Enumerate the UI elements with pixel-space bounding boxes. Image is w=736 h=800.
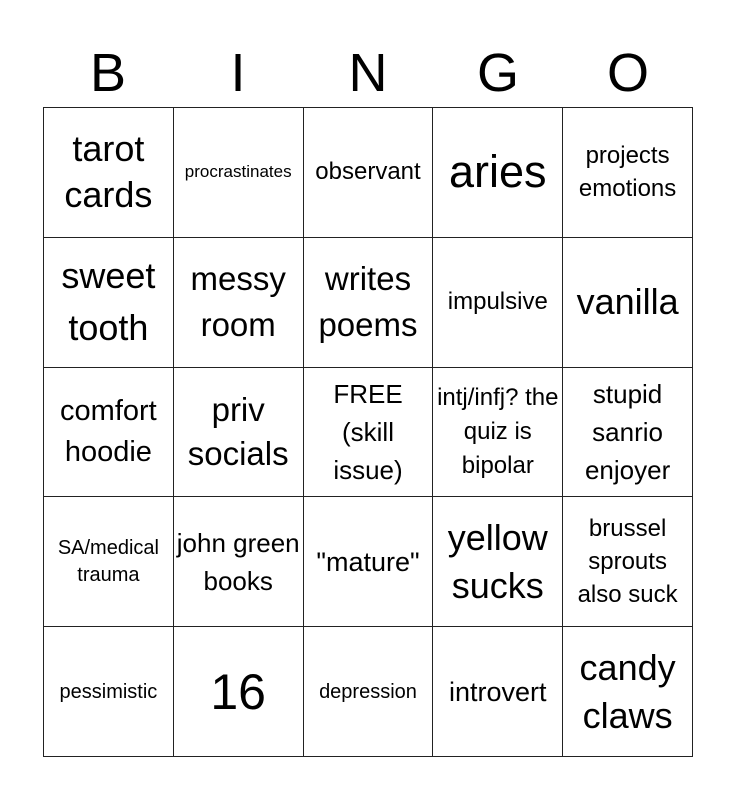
cell-text: introvert — [449, 676, 547, 707]
bingo-cell[interactable] — [44, 238, 174, 368]
cell-text: "mature" — [316, 546, 420, 577]
bingo-cell[interactable] — [174, 497, 304, 627]
cell-text: comfort hoodie — [60, 394, 157, 468]
bingo-cell[interactable] — [563, 368, 693, 498]
cell-text: SA/medical trauma — [57, 536, 159, 586]
cell-text: observant — [315, 158, 421, 186]
cell-text: impulsive — [447, 288, 548, 316]
cell-text: brussel sprouts also suck — [577, 515, 678, 609]
bingo-cell[interactable] — [433, 627, 563, 757]
bingo-cell[interactable] — [304, 238, 434, 368]
bingo-cell[interactable] — [174, 627, 304, 757]
header-letter-b: B — [89, 43, 127, 103]
bingo-cell[interactable] — [174, 368, 304, 498]
cell-text: stupid sanrio enjoyer — [584, 378, 671, 485]
cell-text: messy room — [190, 260, 286, 344]
bingo-cell[interactable] — [44, 368, 174, 498]
free-space-text: FREE (skill issue) — [333, 378, 403, 485]
bingo-cell[interactable] — [304, 108, 434, 238]
cell-text: sweet tooth — [61, 255, 156, 349]
bingo-cell[interactable] — [563, 108, 693, 238]
cell-text: projects emotions — [578, 142, 677, 203]
bingo-cell[interactable] — [433, 238, 563, 368]
cell-text: pessimistic — [59, 680, 158, 703]
cell-text: tarot cards — [64, 128, 153, 216]
header-letter-i: I — [230, 43, 246, 103]
cell-text: 16 — [210, 663, 266, 720]
bingo-cell[interactable] — [433, 497, 563, 627]
bingo-cell[interactable] — [304, 368, 434, 498]
cell-text: depression — [319, 680, 417, 703]
bingo-cell[interactable] — [174, 108, 304, 238]
bingo-cell[interactable] — [433, 108, 563, 238]
bingo-cell[interactable] — [563, 238, 693, 368]
cell-text: intj/infj? the quiz is bipolar — [437, 383, 559, 479]
bingo-cell[interactable] — [44, 627, 174, 757]
bingo-cell[interactable] — [563, 627, 693, 757]
cell-text: procrastinates — [184, 162, 292, 182]
bingo-header — [43, 40, 693, 106]
cell-text: priv socials — [187, 390, 289, 472]
bingo-grid — [43, 107, 693, 757]
header-letter-g: G — [476, 43, 519, 103]
cell-text: aries — [449, 146, 547, 198]
header-letter-n: N — [348, 43, 388, 103]
bingo-cell[interactable] — [304, 627, 434, 757]
cell-text: john green books — [176, 527, 300, 596]
bingo-cell[interactable] — [563, 497, 693, 627]
header-letter-o: O — [606, 43, 649, 103]
bingo-cell[interactable] — [433, 368, 563, 498]
cell-text: vanilla — [576, 281, 679, 323]
bingo-cell[interactable] — [44, 108, 174, 238]
bingo-cell[interactable] — [304, 497, 434, 627]
bingo-cell[interactable] — [174, 238, 304, 368]
bingo-cell[interactable] — [44, 497, 174, 627]
cell-text: yellow sucks — [447, 516, 548, 606]
cell-text: candy claws — [579, 646, 676, 736]
cell-text: writes poems — [318, 260, 418, 344]
